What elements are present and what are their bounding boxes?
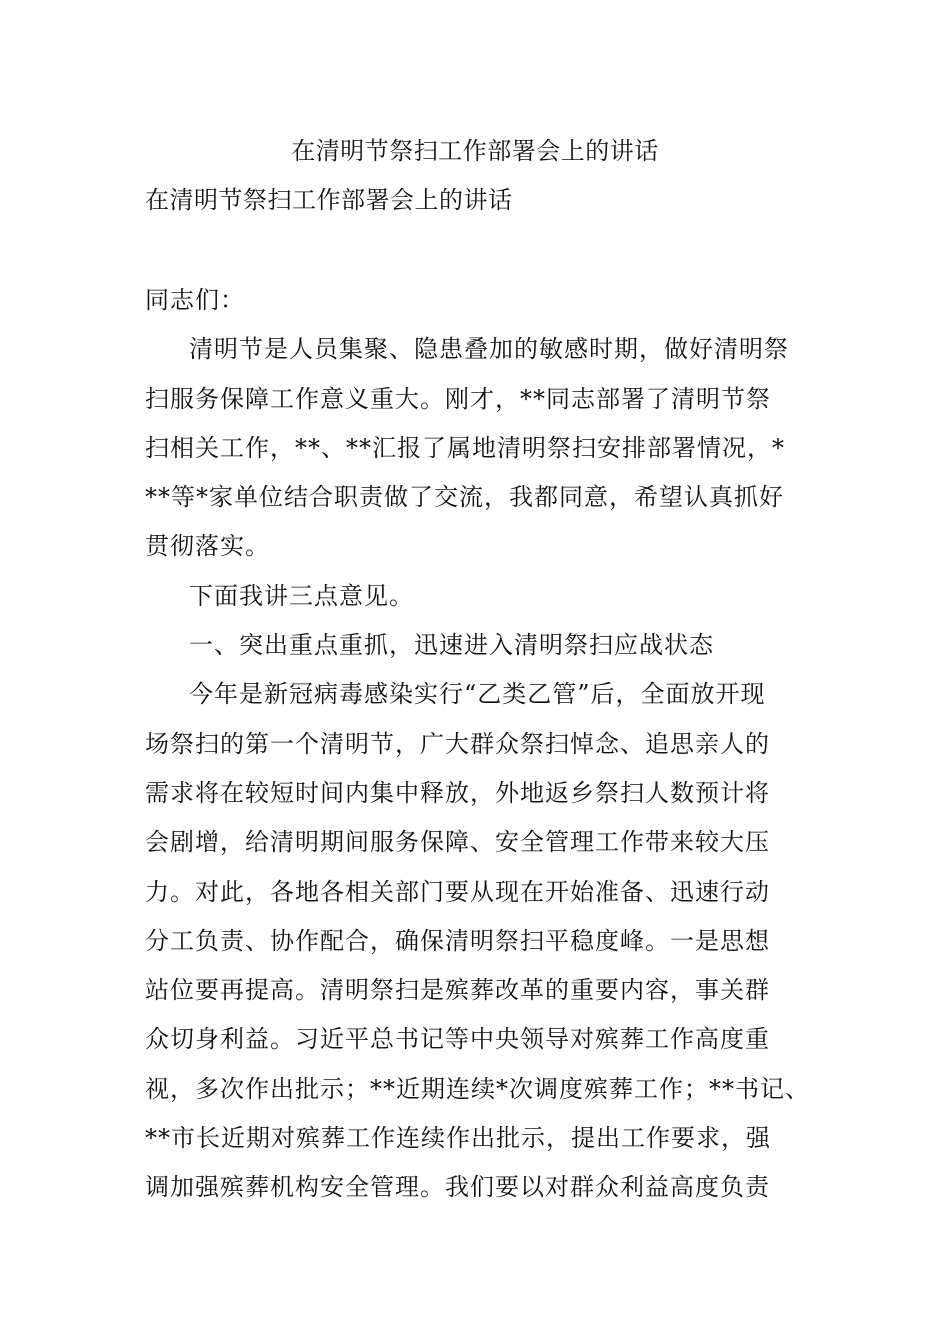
paragraph-line: 清明节是人员集聚、隐患叠加的敏感时期，做好清明祭 xyxy=(189,335,789,364)
paragraph-line: 众切身利益。习近平总书记等中央领导对殡葬工作高度重 xyxy=(145,1025,770,1054)
paragraph-line: 扫服务保障工作意义重大。刚才，**同志部署了清明节祭 xyxy=(145,384,771,413)
paragraph-line: 站位要再提高。清明祭扫是殡葬改革的重要内容，事关群 xyxy=(145,976,770,1005)
paragraph-line: 分工负责、协作配合，确保清明祭扫平稳度峰。一是思想 xyxy=(145,926,770,955)
paragraph-line: 贯彻落实。 xyxy=(145,532,270,561)
paragraph-line: 场祭扫的第一个清明节，广大群众祭扫悼念、追思亲人的 xyxy=(145,729,770,758)
paragraph-line: **等*家单位结合职责做了交流，我都同意，希望认真抓好 xyxy=(145,483,784,512)
section-heading: 一、突出重点重抓，迅速进入清明祭扫应战状态 xyxy=(189,631,714,660)
paragraph-line: 力。对此，各地各相关部门要从现在开始准备、迅速行动 xyxy=(145,877,770,906)
document-title: 在清明节祭扫工作部署会上的讲话 xyxy=(291,137,659,165)
paragraph-line: 视，多次作出批示；**近期连续*次调度殡葬工作；**书记、 xyxy=(145,1074,810,1103)
paragraph-line: **市长近期对殡葬工作连续作出批示，提出工作要求，强 xyxy=(145,1124,771,1153)
document-subtitle: 在清明节祭扫工作部署会上的讲话 xyxy=(145,186,513,214)
paragraph-line: 今年是新冠病毒感染实行“乙类乙管”后，全面放开现 xyxy=(189,680,766,709)
paragraph-line: 扫相关工作，**、**汇报了属地清明祭扫安排部署情况，* xyxy=(145,433,785,462)
document-body xyxy=(145,282,810,1219)
paragraph-line: 调加强殡葬机构安全管理。我们要以对群众利益高度负责 xyxy=(145,1173,770,1202)
paragraph-line: 需求将在较短时间内集中释放，外地返乡祭扫人数预计将 xyxy=(145,778,770,807)
paragraph-line: 会剧增，给清明期间服务保障、安全管理工作带来较大压 xyxy=(145,828,770,857)
salutation-line: 同志们： xyxy=(145,286,245,314)
paragraph-line: 下面我讲三点意见。 xyxy=(189,581,414,610)
